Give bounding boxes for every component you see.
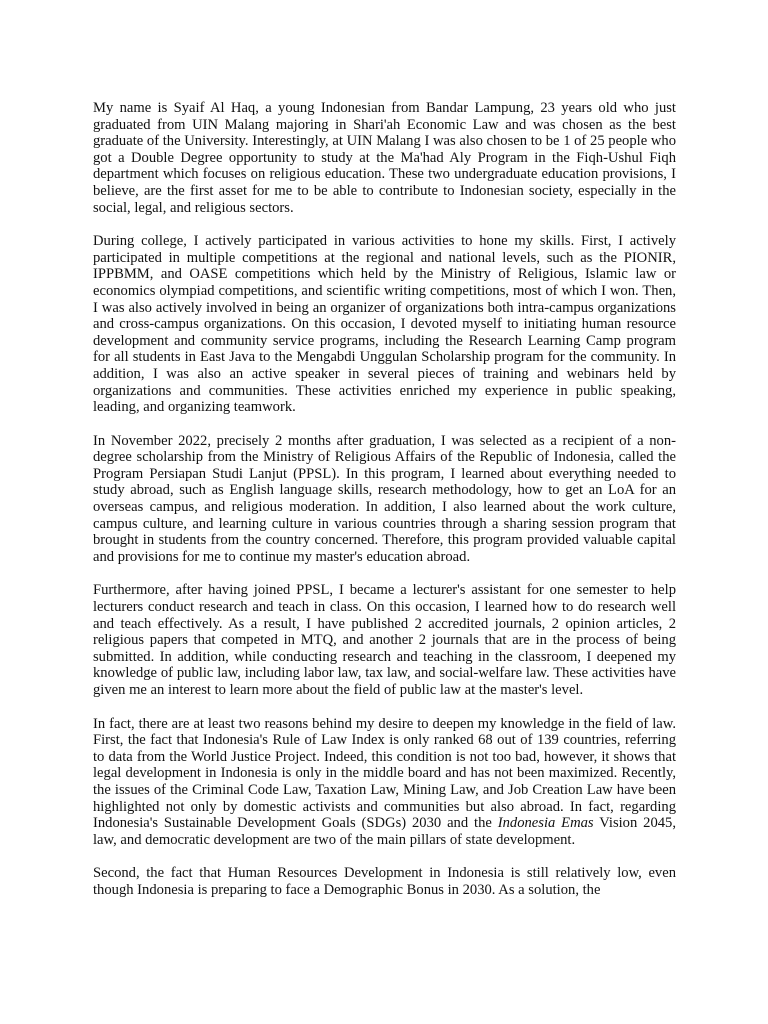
paragraph-college-activities: During college, I actively participated in various activities to hone my skills. First, I actively participated in multiple competitions at the regional and national levels, such as the PIONIR, IPPBMM, and OASE competitions which held by the Ministry of Religious, Islamic law or economics olympiad competitions, and scientific writing competitions, most of which I won. Then, I was also actively involved in being an organizer of organizations both intra-campus organizations and cross-campus organizations. On this occasion, I devoted myself to initiating human resource development and community service programs, including the Research Learning Camp program for all students in East Java to the Mengabdi Unggulan Scholarship program for the community. In addition, I was also an active speaker in several pieces of training and webinars held by organizations and communities. These activities enriched my experience in public speaking, leading, and organizing teamwork. <box>93 233 676 416</box>
paragraph-introduction: My name is Syaif Al Haq, a young Indonesian from Bandar Lampung, 23 years old who just graduated from UIN Malang majoring in Shari'ah Economic Law and was chosen as the best graduate of the University. Interestingly, at UIN Malang I was also chosen to be 1 of 25 people who got a Double Degree opportunity to study at the Ma'had Aly Program in the Fiqh-Ushul Fiqh department which focuses on religious education. These two undergraduate education provisions, I believe, are the first asset for me to be able to contribute to Indonesian society, especially in the social, legal, and religious sectors. <box>93 100 676 216</box>
paragraph-ppsl-scholarship: In November 2022, precisely 2 months after graduation, I was selected as a recipient of a non-degree scholarship from the Ministry of Religious Affairs of the Republic of Indonesia, called the Program Persiapan Studi Lanjut (PPSL). In this program, I learned about everything needed to study abroad, such as English language skills, research methodology, how to get an LoA for an overseas campus, and religious moderation. In addition, I also learned about the work culture, campus culture, and learning culture in various countries through a sharing session program that brought in students from the country concerned. Therefore, this program provided valuable capital and provisions for me to continue my master's education abroad. <box>93 432 676 565</box>
paragraph-human-resources: Second, the fact that Human Resources Development in Indonesia is still relatively low, even though Indonesia is preparing to face a Demographic Bonus in 2030. As a solution, the <box>93 865 676 898</box>
italic-indonesia-emas: Indonesia Emas <box>497 815 594 832</box>
paragraph-lecturer-assistant: Furthermore, after having joined PPSL, I became a lecturer's assistant for one semester to help lecturers conduct research and teach in class. On this occasion, I learned how to do research well and teach effectively. As a result, I have published 2 accredited journals, 2 opinion articles, 2 religious papers that competed in MTQ, and another 2 journals that are in the process of being submitted. In addition, while conducting research and teaching in the classroom, I deepened my knowledge of public law, including labor law, tax law, and social-welfare law. These activities have given me an interest to learn more about the field of public law at the master's level. <box>93 582 676 698</box>
paragraph-reasons-law <box>93 716 676 849</box>
document-body <box>93 100 676 916</box>
paragraph-reasons-text-end: Vision 2045, law, and democratic development are two of the main pillars of state development. <box>93 815 676 848</box>
paragraph-reasons-text-start: In fact, there are at least two reasons behind my desire to deepen my knowledge in the field of law. First, the fact that Indonesia's Rule of Law Index is only ranked 68 out of 139 countries, referring to data from the World Justice Project. Indeed, this condition is not too bad, however, it shows that legal development in Indonesia is only in the middle board and has not been maximized. Recently, the issues of the Criminal Code Law, Taxation Law, Mining Law, and Job Creation Law have been highlighted not only by domestic activists and communities but also abroad. In fact, regarding Indonesia's Sustainable Development Goals (SDGs) 2030 and the <box>93 715 676 832</box>
